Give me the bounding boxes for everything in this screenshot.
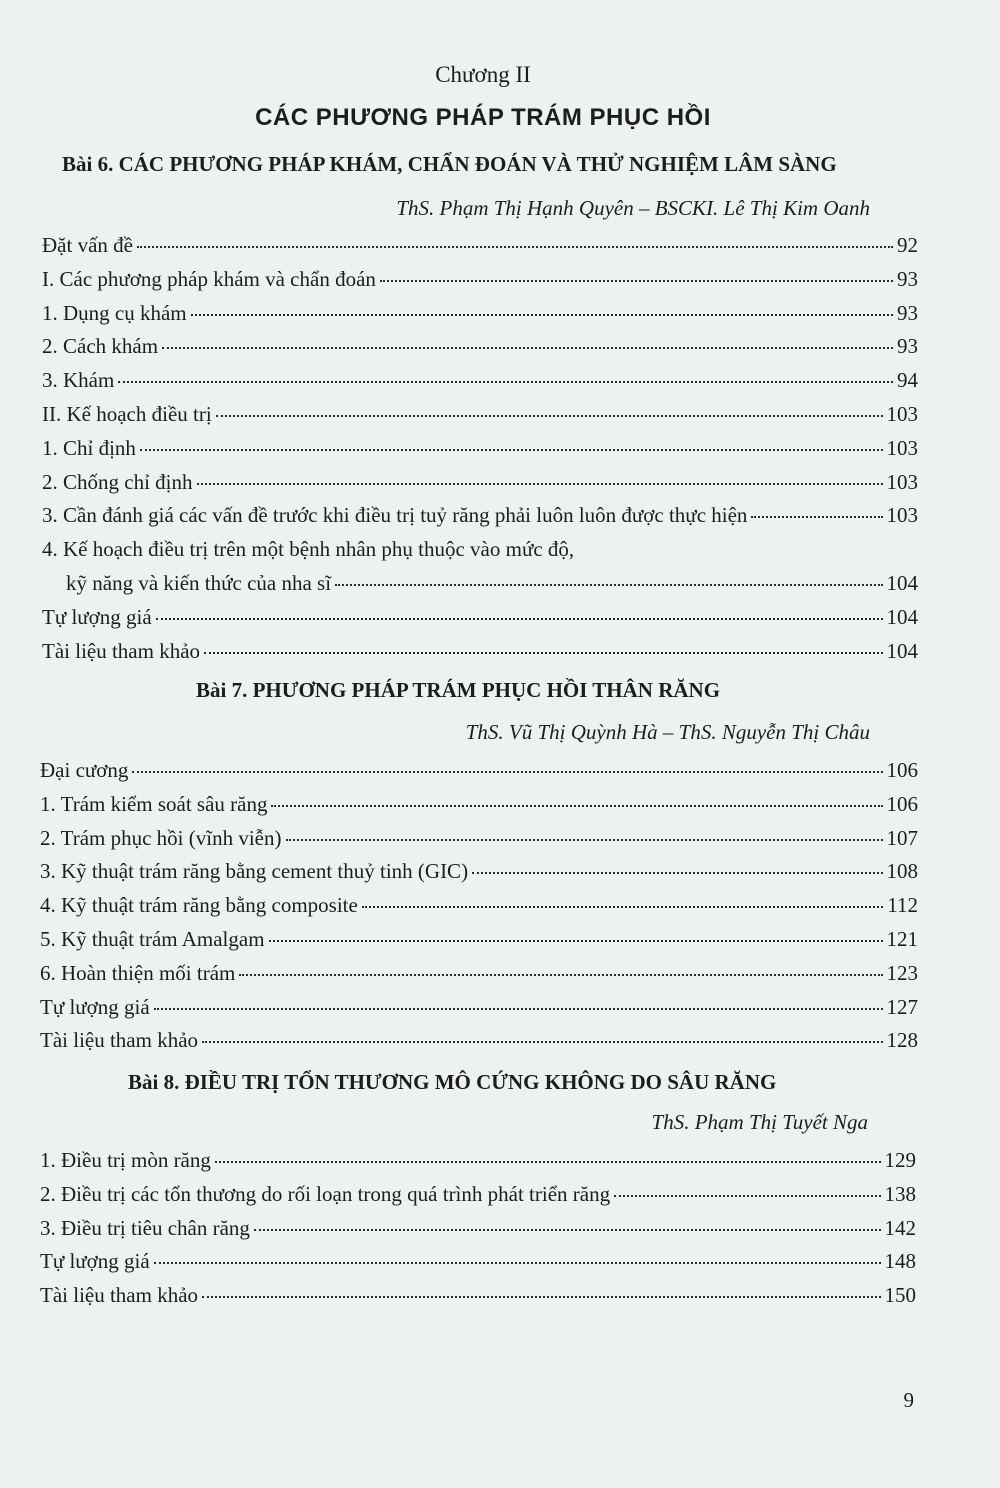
entry-label: I. Các phương pháp khám và chẩn đoán (42, 266, 376, 291)
entry-page: 106 (886, 758, 918, 782)
dot-leader (215, 1161, 881, 1163)
entry-label: 1. Trám kiểm soát sâu răng (40, 791, 268, 816)
dot-leader (472, 872, 882, 874)
entry-label: 1. Dụng cụ khám (42, 300, 187, 325)
toc-entry[interactable] (42, 263, 918, 297)
toc-entry[interactable] (42, 432, 918, 466)
lesson-7-entries (40, 754, 918, 1058)
toc-entry[interactable] (40, 1024, 918, 1058)
dot-leader (254, 1229, 881, 1231)
dot-leader (751, 516, 882, 518)
toc-entry[interactable] (42, 364, 918, 398)
entry-label: Tài liệu tham khảo (40, 1283, 199, 1308)
entry-label: 6. Hoàn thiện mối trám (40, 960, 236, 985)
entry-page: 94 (897, 368, 918, 393)
dot-leader (239, 974, 882, 976)
lesson-6-authors: ThS. Phạm Thị Hạnh Quyên – BSCKI. Lê Thị Kim Oanh (396, 196, 870, 220)
entry-label: 3. Khám (42, 368, 115, 393)
dot-leader (118, 381, 893, 383)
lesson-7-authors: ThS. Vũ Thị Quỳnh Hà – ThS. Nguyễn Thị Châu (465, 720, 870, 744)
lesson-8-title: Bài 8. ĐIỀU TRỊ TỔN THƯƠNG MÔ CỨNG KHÔNG DO SÂU RĂNG (128, 1070, 777, 1094)
dot-leader (271, 805, 882, 807)
dot-leader (614, 1195, 880, 1197)
lesson-6-title: Bài 6. CÁC PHƯƠNG PHÁP KHÁM, CHẨN ĐOÁN VÀ THỬ NGHIỆM LÂM SÀNG (62, 152, 837, 176)
toc-entry[interactable] (40, 788, 918, 822)
dot-leader (191, 314, 893, 316)
entry-label: Tự lượng giá (40, 1249, 150, 1274)
entry-page: 103 (886, 503, 918, 528)
entry-page: 92 (897, 233, 918, 257)
entry-page: 104 (886, 638, 918, 663)
toc-entry-continuation[interactable] (42, 567, 918, 601)
toc-entry[interactable] (42, 601, 918, 635)
lesson-8-authors: ThS. Phạm Thị Tuyết Nga (651, 1110, 868, 1134)
toc-entry[interactable] (40, 1144, 916, 1178)
dot-leader (286, 839, 883, 841)
entry-label: II. Kế hoạch điều trị (42, 401, 212, 426)
dot-leader (162, 347, 893, 349)
dot-leader (132, 771, 882, 773)
toc-entry[interactable] (40, 923, 918, 957)
dot-leader (380, 280, 893, 282)
lesson-7-title: Bài 7. PHƯƠNG PHÁP TRÁM PHỤC HỒI THÂN RĂNG (196, 678, 721, 702)
entry-page: 103 (886, 469, 918, 494)
entry-label: 5. Kỹ thuật trám Amalgam (40, 926, 265, 951)
entry-page: 148 (884, 1249, 916, 1274)
entry-label: Tài liệu tham khảo (40, 1028, 199, 1053)
toc-entry[interactable] (40, 1245, 916, 1279)
entry-page: 123 (886, 960, 918, 985)
entry-label: 2. Trám phục hồi (vĩnh viễn) (40, 825, 282, 850)
toc-entry[interactable] (40, 1279, 916, 1313)
entry-label: 3. Kỹ thuật trám răng bằng cement thuỷ tinh (GIC) (40, 859, 469, 884)
dot-leader (202, 1296, 880, 1298)
dot-leader (362, 906, 883, 908)
toc-entry[interactable] (42, 229, 918, 263)
entry-page: 93 (897, 266, 918, 291)
dot-leader (216, 415, 883, 417)
toc-entry[interactable] (42, 297, 918, 331)
toc-entry[interactable] (40, 889, 918, 923)
chapter-label: Chương II (435, 62, 531, 87)
entry-label: Tự lượng giá (42, 604, 152, 629)
entry-page: 103 (886, 401, 918, 426)
entry-label: kỹ năng và kiến thức của nha sĩ (66, 570, 332, 595)
entry-page: 121 (886, 926, 918, 951)
dot-leader (197, 483, 883, 485)
toc-entry[interactable] (40, 1178, 916, 1212)
entry-label: Tự lượng giá (40, 994, 150, 1019)
entry-page: 103 (886, 435, 918, 460)
entry-label: 1. Điều trị mòn răng (40, 1148, 211, 1172)
dot-leader (140, 449, 883, 451)
dot-leader (202, 1041, 882, 1043)
entry-label: 2. Chống chỉ định (42, 469, 193, 494)
entry-page: 104 (886, 604, 918, 629)
entry-page: 93 (897, 300, 918, 325)
toc-entry[interactable] (42, 398, 918, 432)
toc-entry[interactable] (42, 635, 918, 669)
entry-page: 138 (884, 1181, 916, 1206)
toc-entry-multiline[interactable] (42, 533, 918, 567)
toc-entry[interactable] (42, 466, 918, 500)
entry-label: 1. Chỉ định (42, 435, 136, 460)
dot-leader (154, 1008, 883, 1010)
entry-page: 104 (886, 570, 918, 595)
entry-label: Tài liệu tham khảo (42, 638, 201, 663)
dot-leader (154, 1262, 881, 1264)
entry-page: 142 (884, 1215, 916, 1240)
toc-entry[interactable] (40, 855, 918, 889)
entry-label: 2. Điều trị các tổn thương do rối loạn trong quá trình phát triển răng (40, 1181, 611, 1206)
entry-label: 3. Cần đánh giá các vấn đề trước khi điều trị tuỷ răng phải luôn luôn được thực hiện (42, 503, 748, 528)
entry-label: Đặt vấn đề (42, 233, 133, 257)
entry-page: 127 (886, 994, 918, 1019)
entry-page: 150 (884, 1283, 916, 1308)
chapter-title: CÁC PHƯƠNG PHÁP TRÁM PHỤC HỒI (255, 104, 711, 131)
entry-label: 3. Điều trị tiêu chân răng (40, 1215, 250, 1240)
entry-page: 106 (886, 791, 918, 816)
toc-entry[interactable] (40, 822, 918, 856)
toc-entry[interactable] (40, 991, 918, 1025)
dot-leader (269, 940, 883, 942)
dot-leader (156, 618, 883, 620)
entry-label: 4. Kỹ thuật trám răng bằng composite (40, 893, 358, 918)
entry-label: Đại cương (40, 758, 129, 782)
toc-entry[interactable] (42, 499, 918, 533)
toc-entry[interactable] (40, 1212, 916, 1246)
entry-page: 128 (886, 1028, 918, 1053)
dot-leader (137, 246, 893, 248)
lesson-8-entries (40, 1144, 916, 1313)
entry-page: 93 (897, 334, 918, 359)
dot-leader (204, 652, 882, 654)
entry-page: 107 (886, 825, 918, 850)
toc-entry[interactable] (40, 754, 918, 788)
entry-label: 2. Cách khám (42, 334, 159, 359)
entry-page: 112 (887, 893, 918, 918)
lesson-6-entries (42, 229, 918, 668)
entry-page: 129 (884, 1148, 916, 1172)
page-number: 9 (903, 1388, 914, 1412)
toc-entry[interactable] (42, 330, 918, 364)
entry-page: 108 (886, 859, 918, 884)
dot-leader (335, 584, 882, 586)
entry-label: 4. Kế hoạch điều trị trên một bệnh nhân phụ thuộc vào mức độ, (42, 537, 575, 562)
toc-entry[interactable] (40, 957, 918, 991)
